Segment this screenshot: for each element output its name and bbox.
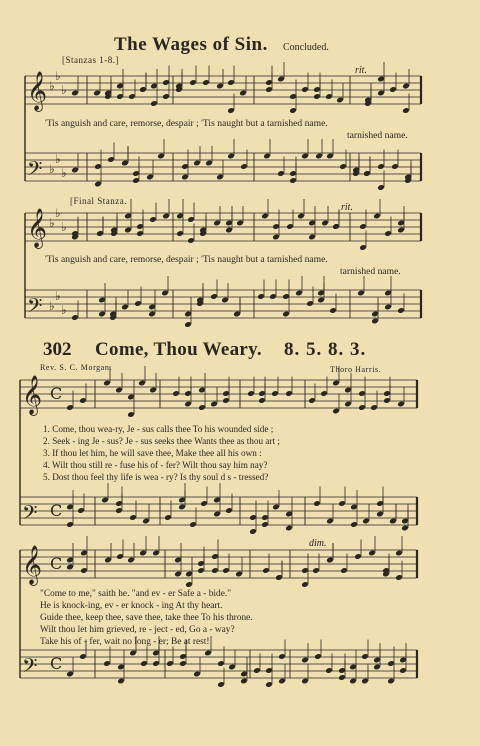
lyric-line-end: tarnished name. xyxy=(347,130,408,141)
verse-line: 5. Dost thou feel thy life is wea - ry? Is thy soul d s - tressed? xyxy=(43,472,269,482)
time-signature: C xyxy=(50,654,63,673)
dim-marking: dim. xyxy=(309,538,327,549)
rit-marking: rit. xyxy=(341,202,353,213)
lyric-line: 'Tis anguish and care, remorse, despair ; 'Tis naught but a tarnished name. xyxy=(45,118,328,129)
clef-symbol: 𝄞 xyxy=(22,545,43,585)
hymn-number: 302 xyxy=(43,339,72,360)
flat-sign: ♭ xyxy=(49,79,55,93)
clef-symbol: 𝄞 xyxy=(27,208,48,248)
hymn-meter: 8. 5. 8. 3. xyxy=(284,339,367,360)
flat-sign: ♭ xyxy=(49,162,55,176)
section-status: Concluded. xyxy=(283,42,329,53)
stanzas-label: [Stanzas 1-8.] xyxy=(62,55,119,65)
final-stanza-label: [Final Stanza. xyxy=(70,196,127,206)
refrain-line: Guide thee, keep thee, save thee, take thee To his throne. xyxy=(40,613,253,623)
refrain-line: He is knock-ing, ev - er knock - ing At thy heart. xyxy=(40,601,223,611)
flat-sign: ♭ xyxy=(61,83,67,97)
flat-sign: ♭ xyxy=(61,303,67,317)
flat-sign: ♭ xyxy=(49,216,55,230)
lyric-line-end: tarnished name. xyxy=(340,266,401,277)
verse-line: 4. Wilt thou still re - fuse his of - fer? Wilt thou say him nay? xyxy=(43,460,268,470)
verse-line: 2. Seek - ing Je - sus? Je - sus seeks thee Wants thee as thou art ; xyxy=(43,436,280,446)
verse-line: 1. Come, thou wea-ry, Je - sus calls thee To his wounded side ; xyxy=(43,424,274,434)
clef-symbol: 𝄢 xyxy=(27,157,43,185)
lyric-line: 'Tis anguish and care, remorse, despair ; 'Tis naught but a tarnished name. xyxy=(45,254,328,265)
refrain-line: "Come to me," saith he. "and ev - er Safe a - bide." xyxy=(40,589,232,599)
time-signature: C xyxy=(50,501,63,520)
clef-symbol: 𝄢 xyxy=(22,501,38,529)
flat-sign: ♭ xyxy=(55,289,61,303)
time-signature: C xyxy=(50,554,63,573)
composer-credit: Thoro Harris. xyxy=(330,365,382,374)
verse-line: 3. If thou let him, he will save thee, Make thee all his own : xyxy=(43,448,262,458)
flat-sign: ♭ xyxy=(61,166,67,180)
flat-sign: ♭ xyxy=(55,206,61,220)
flat-sign: ♭ xyxy=(61,220,67,234)
clef-symbol: 𝄢 xyxy=(27,294,43,322)
clef-symbol: 𝄞 xyxy=(27,71,48,111)
section-title: The Wages of Sin. xyxy=(114,34,268,55)
refrain-line: Take his of - fer, wait no long - er; Be at rest! xyxy=(40,637,210,647)
clef-symbol: 𝄞 xyxy=(22,375,43,415)
flat-sign: ♭ xyxy=(55,152,61,166)
flat-sign: ♭ xyxy=(49,299,55,313)
clef-symbol: 𝄢 xyxy=(22,654,38,682)
hymn-title: Come, Thou Weary. xyxy=(95,339,262,360)
rit-marking: rit. xyxy=(355,65,367,76)
refrain-line: Wilt thou let him grieved, re - ject - ed, Go a - way? xyxy=(40,625,235,635)
flat-sign: ♭ xyxy=(55,69,61,83)
author-credit: Rev. S. C. Morgan. xyxy=(40,363,113,372)
time-signature: C xyxy=(50,384,63,403)
